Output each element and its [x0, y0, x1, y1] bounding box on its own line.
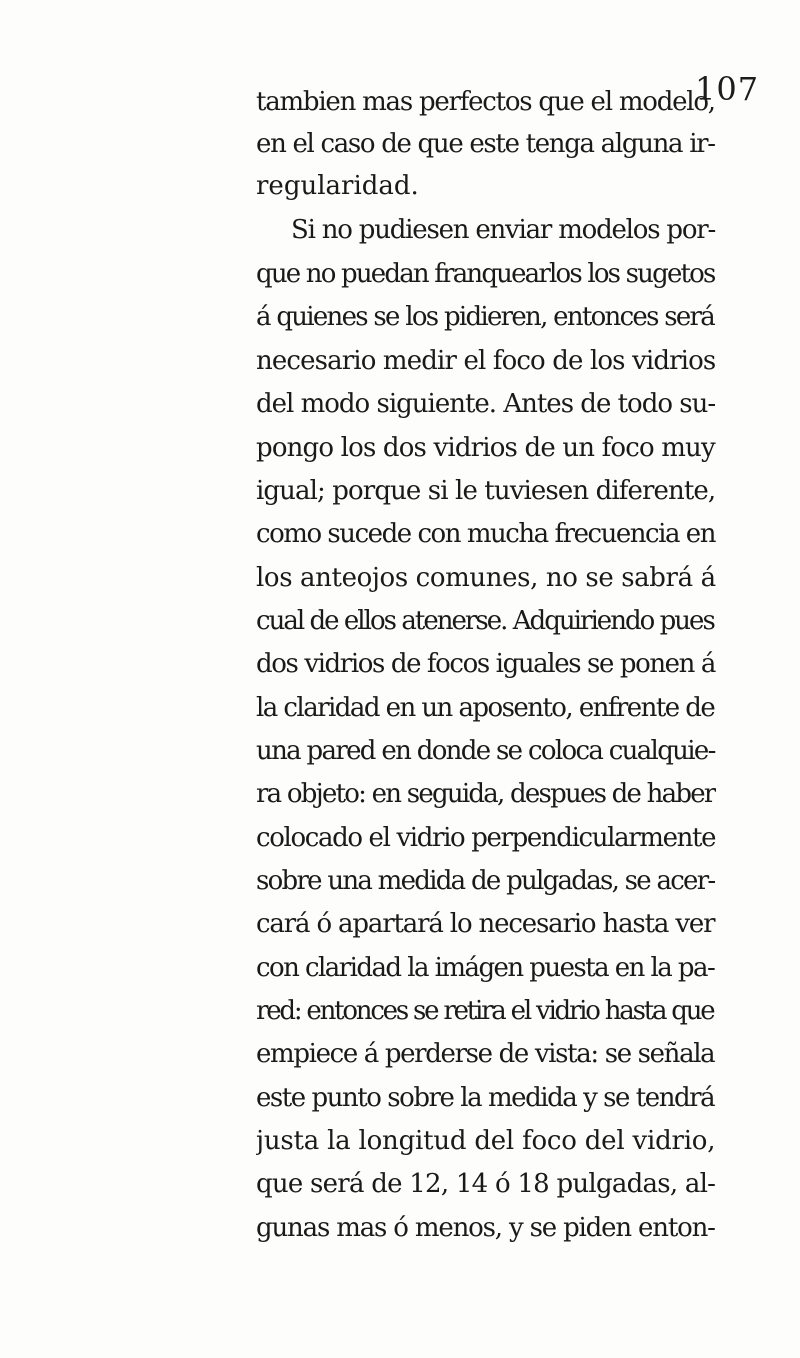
- text-line: red: entonces se retira el vidrio hasta que: [256, 996, 714, 1026]
- page-number: 107: [695, 70, 760, 108]
- text-line: cual de ellos atenerse. Adquiriendo pues: [256, 606, 714, 636]
- text-line: cará ó apartará lo necesario hasta ver: [256, 909, 715, 939]
- text-line: este punto sobre la medida y se tendrá: [256, 1083, 715, 1113]
- text-line: justa la longitud del foco del vidrio,: [256, 1126, 716, 1156]
- text-line: gunas mas ó menos, y se piden enton-: [256, 1213, 715, 1243]
- text-line: á quienes se los pidieren, entonces será: [256, 302, 715, 332]
- text-line: como sucede con mucha frecuencia en: [256, 519, 715, 549]
- text-line: dos vidrios de focos iguales se ponen á: [256, 649, 716, 679]
- text-line: en el caso de que este tenga alguna ir-: [256, 129, 715, 159]
- text-line: una pared en donde se coloca cualquie-: [256, 736, 715, 766]
- text-line: que no puedan franquearlos los sugetos: [256, 259, 715, 289]
- text-line: colocado el vidrio perpendicularmente: [256, 823, 716, 853]
- text-line: la claridad en un aposento, enfrente de: [256, 693, 715, 723]
- text-line: pongo los dos vidrios de un foco muy: [256, 433, 715, 463]
- text-line: empiece á perderse de vista: se señala: [256, 1039, 715, 1069]
- text-line: que será de 12, 14 ó 18 pulgadas, al-: [256, 1169, 716, 1199]
- text-line: Si no pudiesen enviar modelos por-: [291, 215, 716, 245]
- text-line: tambien mas perfectos que el modelo,: [256, 87, 715, 117]
- text-line: ra objeto: en seguida, despues de haber: [256, 779, 715, 809]
- text-line: sobre una medida de pulgadas, se acer-: [256, 866, 715, 896]
- text-line: con claridad la imágen puesta en la pa-: [256, 953, 715, 983]
- text-line: del modo siguiente. Antes de todo su-: [256, 389, 716, 419]
- text-line: necesario medir el foco de los vidrios: [256, 346, 716, 376]
- text-line: igual; porque si le tuviesen diferente,: [256, 476, 716, 506]
- text-line: regularidad.: [256, 171, 419, 201]
- text-line: los anteojos comunes, no se sabrá á: [256, 563, 716, 593]
